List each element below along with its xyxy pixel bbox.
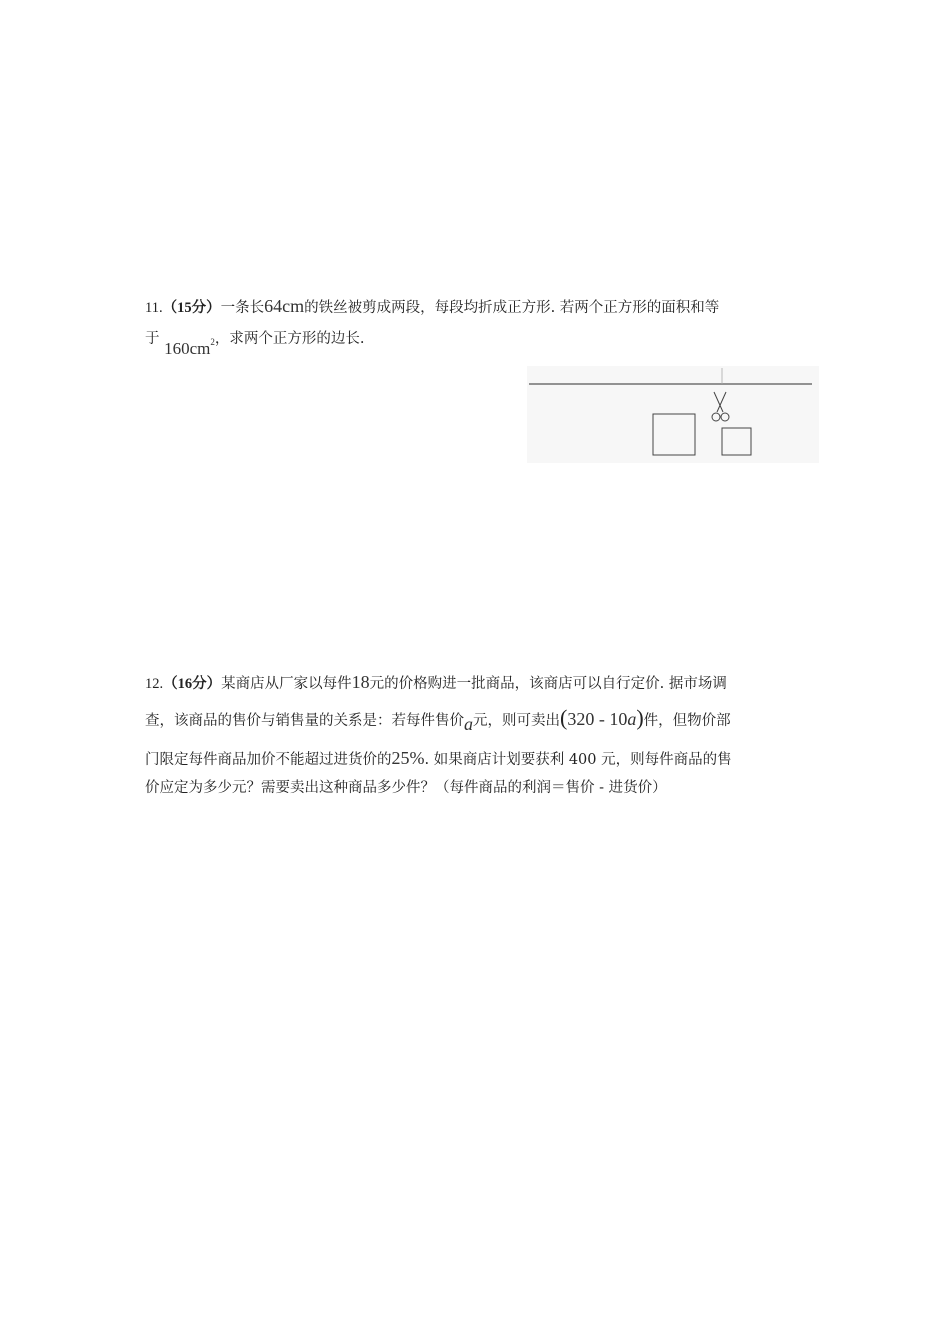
problem-11-score: （15分） — [162, 300, 221, 316]
problem-11-text: ，求两个正方形的边长. — [214, 331, 365, 347]
area-unit: cm — [189, 339, 211, 358]
price-variable — [464, 714, 473, 734]
problem-12-line-4 — [145, 776, 667, 797]
problem-12-text: 某商店从厂家以每件 — [221, 676, 352, 692]
wire-length-unit: cm — [282, 296, 305, 316]
area-exponent: 2 — [210, 337, 215, 347]
problem-12-text: 门限定每件商品加价不能超过进货价的 — [145, 752, 392, 768]
problem-12-text: 件，但物价部 — [643, 713, 731, 729]
problem-11-text: 一条长 — [220, 300, 265, 316]
scissors-icon — [712, 392, 729, 421]
problem-12-text: . 如果商店计划要获利 400 元，则每件商品的售 — [424, 752, 732, 768]
markup-limit: 25% — [391, 748, 425, 768]
cost-price: 18 — [351, 672, 370, 692]
problem-12-text: 查，该商品的售价与销售量的关系是：若每件售价 — [145, 713, 464, 729]
problem-11-text: 于 — [145, 331, 160, 347]
wire-figure — [527, 366, 819, 463]
problem-12-score: （16分） — [163, 676, 222, 692]
price-variable-a: a — [464, 714, 473, 734]
small-square — [722, 428, 751, 455]
problem-11-line-2 — [145, 326, 365, 358]
sales-expression — [567, 709, 636, 729]
problem-12-text: 价应定为多少元？需要卖出这种商品多少件？（每件商品的利润＝售价 - 进货价） — [145, 780, 667, 796]
left-paren: ( — [560, 705, 568, 730]
area-value: 160 — [164, 339, 190, 358]
wire-figure-drawing — [527, 366, 819, 463]
problem-11-line-1 — [145, 296, 719, 317]
wire-length-value: 64 — [264, 296, 283, 316]
sales-expression-constant: 320 - 10 — [567, 709, 628, 729]
area-sum — [164, 339, 215, 358]
problem-12-number: 12. — [145, 676, 164, 692]
problem-11-number: 11. — [145, 300, 163, 316]
wire-length — [264, 296, 304, 316]
sales-expression-var: a — [627, 709, 637, 729]
large-square — [653, 414, 695, 455]
problem-12-line-1 — [145, 672, 727, 693]
problem-12-text: 元，则可卖出 — [473, 713, 560, 729]
problem-12-line-2 — [145, 705, 731, 734]
right-paren: ) — [636, 705, 644, 730]
problem-11-text: 的铁丝被剪成两段，每段均折成正方形. 若两个正方形的面积和等 — [304, 300, 720, 316]
problem-12-line-3 — [145, 748, 732, 769]
problem-12-text: 元的价格购进一批商品，该商店可以自行定价. 据市场调 — [369, 676, 727, 692]
